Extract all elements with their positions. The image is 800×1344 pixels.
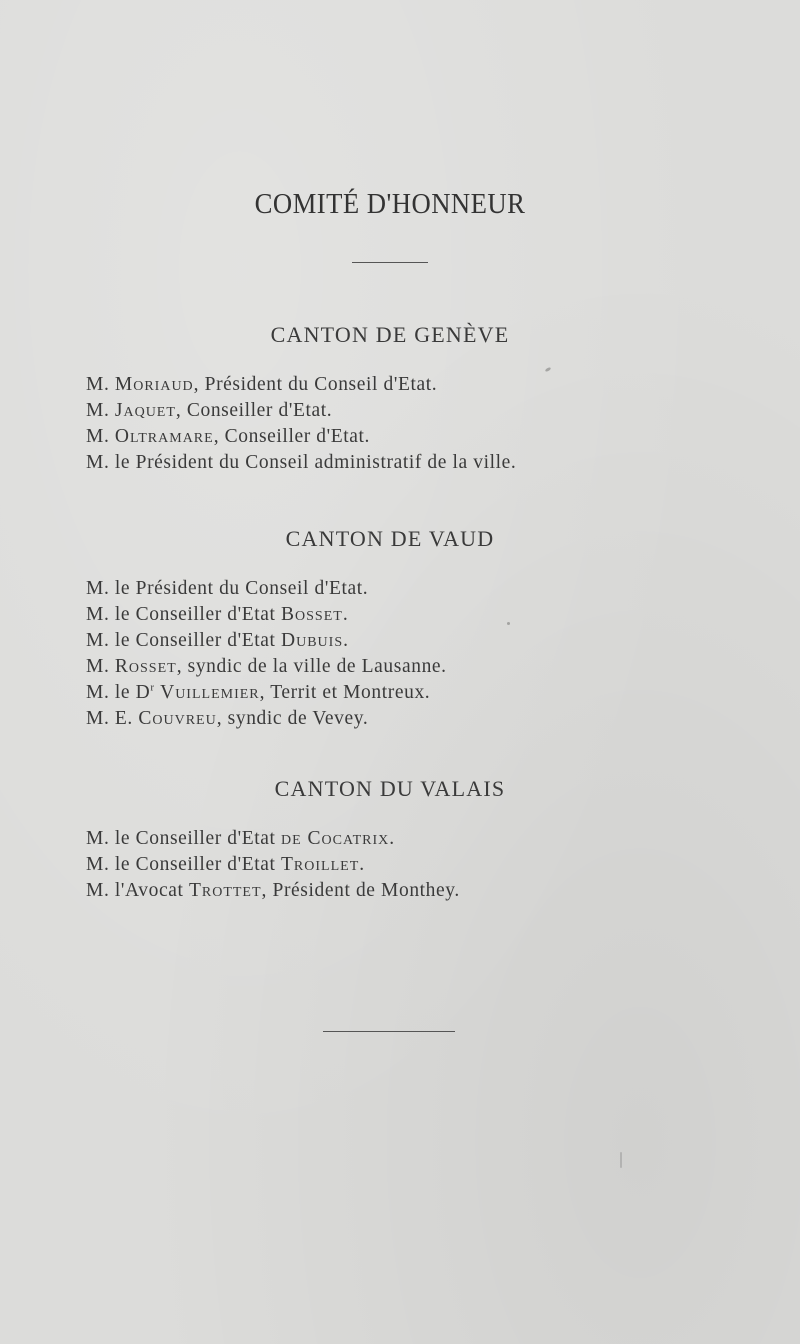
list-item	[86, 372, 516, 398]
list-item	[86, 706, 447, 732]
entry-prefix: M.	[86, 656, 115, 677]
page-title: COMITÉ D'HONNEUR	[254, 188, 526, 220]
list-item	[86, 424, 516, 450]
entry-name: Oltramare	[114, 426, 214, 447]
entry-name: de Cocatrix	[281, 828, 390, 849]
section-list-valais	[86, 826, 460, 904]
entry-prefix: M. l'Avocat	[86, 880, 189, 901]
section-list-vaud	[86, 576, 447, 732]
entry-rest: , Territ et Montreux.	[259, 682, 431, 703]
entry-prefix: M. le Président du Conseil administratif de la ville.	[86, 452, 517, 473]
section-heading-valais: CANTON DU VALAIS	[274, 776, 506, 801]
entry-prefix: M. le Conseiller d'Etat	[86, 604, 282, 625]
list-item	[86, 878, 460, 904]
list-item	[86, 852, 460, 878]
list-item	[86, 450, 516, 476]
entry-rest: .	[389, 828, 395, 849]
entry-prefix: M.	[86, 426, 115, 447]
entry-name: Bosset	[281, 604, 343, 625]
entry-name: Trottet	[188, 880, 262, 901]
entry-name: Troillet	[281, 854, 360, 875]
entry-prefix: M.	[86, 374, 115, 395]
title-divider	[352, 262, 428, 263]
entry-name: Jaquet	[114, 400, 176, 421]
ink-speck	[507, 622, 510, 625]
entry-rest: .	[359, 854, 365, 875]
list-item	[86, 628, 447, 654]
entry-prefix: M. E.	[86, 708, 139, 729]
entry-rest: .	[342, 604, 349, 625]
entry-prefix: M. le Conseiller d'Etat	[86, 854, 282, 875]
section-list-geneve	[86, 372, 516, 476]
entry-prefix: M. le Conseiller d'Etat	[86, 630, 282, 651]
entry-name: Rosset	[114, 656, 177, 677]
list-item	[86, 602, 447, 628]
list-item	[86, 654, 447, 680]
section-heading-vaud: CANTON DE VAUD	[285, 526, 495, 551]
list-item	[86, 680, 447, 706]
list-item	[86, 826, 460, 852]
entry-rest: , syndic de la ville de Lausanne.	[176, 656, 447, 677]
list-item	[86, 576, 447, 602]
entry-name: Couvreu	[138, 708, 217, 729]
entry-name: Moriaud	[114, 374, 194, 395]
section-heading-geneve: CANTON DE GENÈVE	[270, 322, 510, 347]
entry-name: Dubuis	[281, 630, 344, 651]
entry-superscript: r	[150, 681, 155, 694]
entry-rest: .	[343, 630, 349, 651]
entry-rest: , Président de Monthey.	[261, 880, 460, 901]
ink-speck	[545, 367, 552, 373]
entry-rest: , Président du Conseil d'Etat.	[193, 374, 438, 395]
entry-name: Vuillemier	[154, 682, 260, 703]
footer-divider	[323, 1031, 455, 1032]
entry-rest: , Conseiller d'Etat.	[213, 426, 371, 447]
ink-speck	[620, 1152, 622, 1168]
entry-rest: , Conseiller d'Etat.	[175, 400, 333, 421]
list-item	[86, 398, 516, 424]
entry-prefix: M. le D	[86, 682, 151, 703]
entry-prefix: M.	[86, 400, 115, 421]
entry-prefix: M. le Président du Conseil d'Etat.	[86, 578, 369, 599]
entry-rest: , syndic de Vevey.	[216, 708, 369, 729]
entry-prefix: M. le Conseiller d'Etat	[86, 828, 282, 849]
